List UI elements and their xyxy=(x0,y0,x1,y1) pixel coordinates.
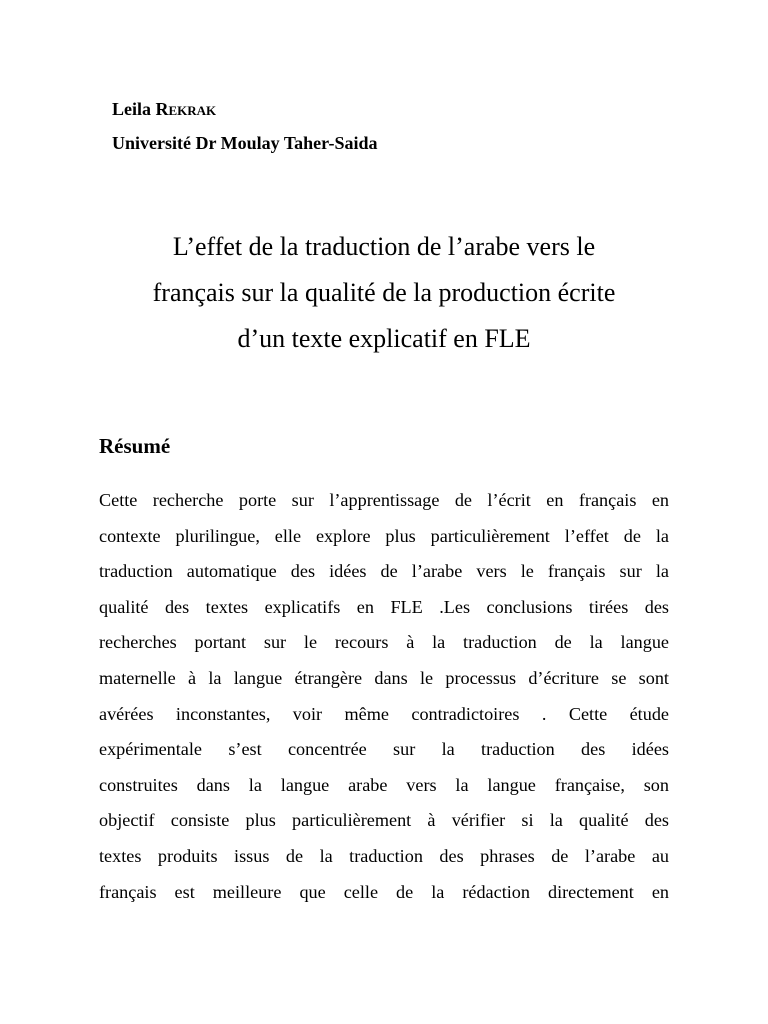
abstract-line: français est meilleure que celle de la rédaction directement en xyxy=(99,881,669,902)
abstract-line: qualité des textes explicatifs en FLE .Les conclusions tirées des xyxy=(99,596,669,617)
author-first-name: Leila xyxy=(112,99,151,119)
abstract-line: maternelle à la langue étrangère dans le processus d’écriture se sont xyxy=(99,667,669,688)
abstract-line: construites dans la langue arabe vers la langue française, son xyxy=(99,774,669,795)
author-name xyxy=(112,92,378,126)
abstract-line: textes produits issus de la traduction des phrases de l’arabe au xyxy=(99,845,669,866)
abstract-line: recherches portant sur le recours à la traduction de la langue xyxy=(99,632,669,653)
abstract-line: avérées inconstantes, voir même contradictoires . Cette étude xyxy=(99,703,669,724)
abstract-line: Cette recherche porte sur l’apprentissage de l’écrit en français en xyxy=(99,490,669,510)
author-last-name: Rekrak xyxy=(155,99,217,119)
abstract-line: contexte plurilingue, elle explore plus particulièrement l’effet de la xyxy=(99,525,669,546)
abstract-heading: Résumé xyxy=(99,434,171,458)
title-line: L’effet de la traduction de l’arabe vers le xyxy=(172,232,596,261)
title-line: d’un texte explicatif en FLE xyxy=(237,324,531,353)
abstract-line: expérimentale s’est concentrée sur la traduction des idées xyxy=(99,739,669,760)
author-affiliation: Université Dr Moulay Taher-Saida xyxy=(112,133,378,153)
title-line: français sur la qualité de la production écrite xyxy=(152,278,616,307)
paper-title xyxy=(60,224,708,362)
abstract-body xyxy=(99,483,669,910)
author-block xyxy=(112,92,378,160)
abstract-line: traduction automatique des idées de l’arabe vers le français sur la xyxy=(99,561,669,582)
abstract-line: objectif consiste plus particulièrement à vérifier si la qualité des xyxy=(99,810,669,831)
